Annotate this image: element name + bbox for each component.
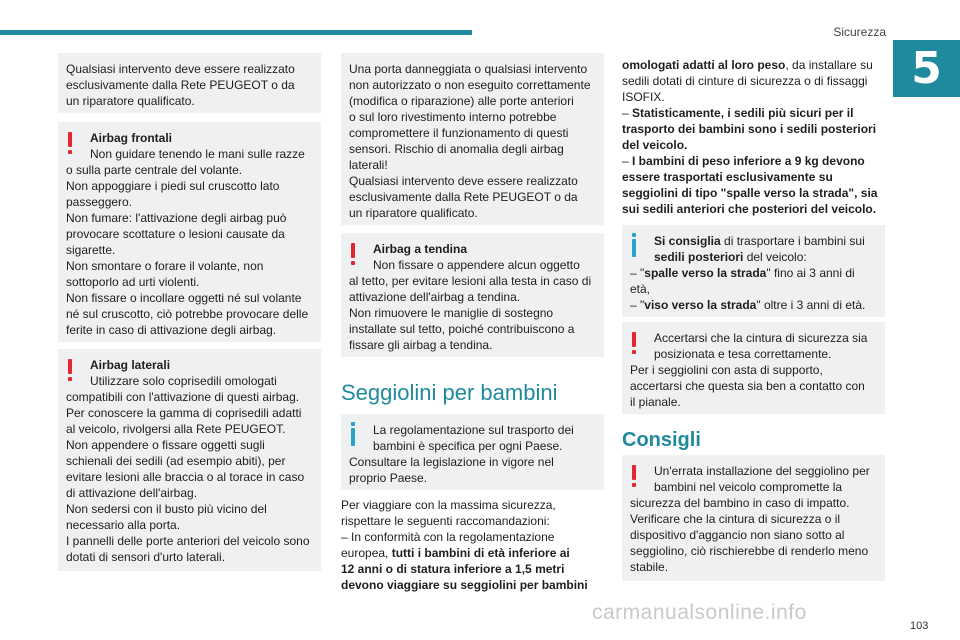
section-title: Sicurezza [833, 25, 886, 39]
warning-first-line: Non guidare tenendo le mani sulle razze [90, 147, 305, 161]
list-item-text: – " [630, 266, 645, 280]
chapter-number-tab: 5 [893, 40, 960, 97]
warning-first-line: Accertarsi che la cintura di sicurezza sia [654, 331, 868, 345]
page-number: 103 [910, 620, 929, 632]
paragraph-text: , da installare su sedili dotati di cinture di sicurezza o di fissaggi ISOFIX. – [622, 58, 873, 120]
paragraph-raccomandazioni [341, 497, 604, 593]
paragraph-bold: tutti i bambini di età inferiore ai 12 anni o di statura inferiore a 1,5 metri devono viaggiare su seggiolini per bambini [341, 546, 588, 592]
info-box-regolamentazione [341, 414, 604, 490]
info-text: di trasportare i bambini sui [720, 234, 865, 248]
paragraph-text: – [622, 154, 629, 168]
note-text: Una porta danneggiata o qualsiasi intervento non autorizzato o non eseguito correttamente (modifica o riparazione) alle porte anteriori o sul loro rivestimento interno potrebbe compromettere il funzionamento di questi sensori. Rischio di anomalia degli airbag laterali! Qualsiasi intervento deve essere realizzato esclusivamente dalla Rete PEUGEOT o da un riparatore qualificato. [349, 62, 591, 220]
warning-body: sicurezza del bambino in caso di impatto. Verificare che la cintura di sicurezza o il dispositivo d'aggancio non siano sotto al seggiolino, ciò rischierebbe di renderlo meno stabile. [630, 496, 869, 574]
warning-first-line: Non fissare o appendere alcun oggetto [373, 258, 580, 272]
note-box-repair [58, 53, 321, 113]
list-item-text: " fino ai 3 anni di età, [630, 266, 855, 296]
warning-title: Airbag a tendina [373, 242, 468, 256]
list-item-text: – " [630, 298, 645, 312]
warning-box-airbag-frontali [58, 122, 321, 342]
info-first-line: La regolamentazione sul trasporto dei [373, 423, 574, 437]
warning-icon [632, 332, 636, 347]
note-box-sensors [341, 53, 604, 225]
watermark: carmanualsonline.info [592, 601, 807, 624]
warning-body: Per i seggiolini con asta di supporto, accertarsi che questa sia ben a contatto con il pianale. [630, 363, 865, 409]
warning-box-airbag-tendina [341, 233, 604, 357]
warning-second-line: bambini nel veicolo compromette la [654, 480, 843, 494]
list-item-bold: spalle verso la strada [644, 266, 767, 280]
warning-box-airbag-laterali [58, 349, 321, 571]
warning-body: compatibili con l'attivazione di questi airbag. Per conoscere la gamma di coprisedili adatti al veicolo, rivolgersi alla Rete PEUGEOT. Non appendere o fissare oggetti sugli schienali dei sedili (ad esempio abiti), per evitare lesioni alle braccia o al torace in caso di attivazione dell'airbag. Non sedersi con il busto più vicino del necessario alla porta. I pannelli delle porte anteriori del veicolo sono dotati di sensori d'urto laterali. [66, 390, 310, 564]
info-icon [351, 428, 355, 446]
warning-second-line: posizionata e tesa correttamente. [654, 347, 832, 361]
warning-body: al tetto, per evitare lesioni alla testa in caso di attivazione dell'airbag a tendina. Non rimuovere le maniglie di sostegno installate sul tetto, poiché contribuiscono a fissare gli airbag a tendina. [349, 274, 592, 352]
note-text: Qualsiasi intervento deve essere realizzato esclusivamente dalla Rete PEUGEOT o da un riparatore qualificato. [66, 62, 295, 108]
warning-box-installazione [622, 455, 885, 581]
warning-icon [632, 465, 636, 480]
warning-icon [351, 243, 355, 258]
warning-title: Airbag frontali [90, 131, 173, 145]
info-bold: Si consiglia [654, 234, 721, 248]
info-body: Consultare la legislazione in vigore nel proprio Paese. [349, 455, 554, 485]
paragraph-text: Per viaggiare con la massima sicurezza, rispettare le seguenti raccomandazioni: – In conformità con la regolamentazione europea, [341, 498, 556, 560]
paragraph-continued [622, 57, 885, 217]
info-bold: sedili posteriori [654, 250, 744, 264]
list-item-bold: viso verso la strada [644, 298, 757, 312]
warning-box-cintura [622, 322, 885, 414]
paragraph-bold: I bambini di peso inferiore a 9 kg devono essere trasportati esclusivamente su seggiolini di tipo "spalle verso la strada", sia sui sedili anteriori che posteriori del veicolo. [622, 154, 878, 216]
warning-icon [68, 132, 72, 147]
paragraph-bold: omologati adatti al loro peso [622, 58, 786, 72]
header-accent-bar [0, 30, 472, 35]
warning-first-line: Un'errata installazione del seggiolino per [654, 464, 870, 478]
warning-icon [68, 359, 72, 374]
warning-first-line: Utilizzare solo coprisedili omologati [90, 374, 277, 388]
info-icon [632, 239, 636, 257]
info-box-sedili-posteriori [622, 225, 885, 317]
section-heading-seggiolini: Seggiolini per bambini [341, 380, 558, 405]
warning-body: o sulla parte centrale del volante. Non appoggiare i piedi sul cruscotto lato passeggero. Non fumare: l'attivazione degli airbag può provocare scottature o lesioni causate da sigarette. Non smontare o forare il volante, non sottoporlo ad urti violenti. Non fissare o incollare oggetti né sul volante né sul cruscotto, ciò potrebbe provocare delle ferite in caso di attivazione degli airbag. [66, 163, 309, 337]
info-second-line: bambini è specifica per ogni Paese. [373, 439, 563, 453]
paragraph-bold: Statisticamente, i sedili più sicuri per il trasporto dei bambini sono i sedili posteriori del veicolo. [622, 106, 877, 152]
warning-title: Airbag laterali [90, 358, 171, 372]
info-text: del veicolo: [743, 250, 807, 264]
list-item-text: " oltre i 3 anni di età. [756, 298, 866, 312]
section-heading-consigli: Consigli [622, 429, 701, 451]
